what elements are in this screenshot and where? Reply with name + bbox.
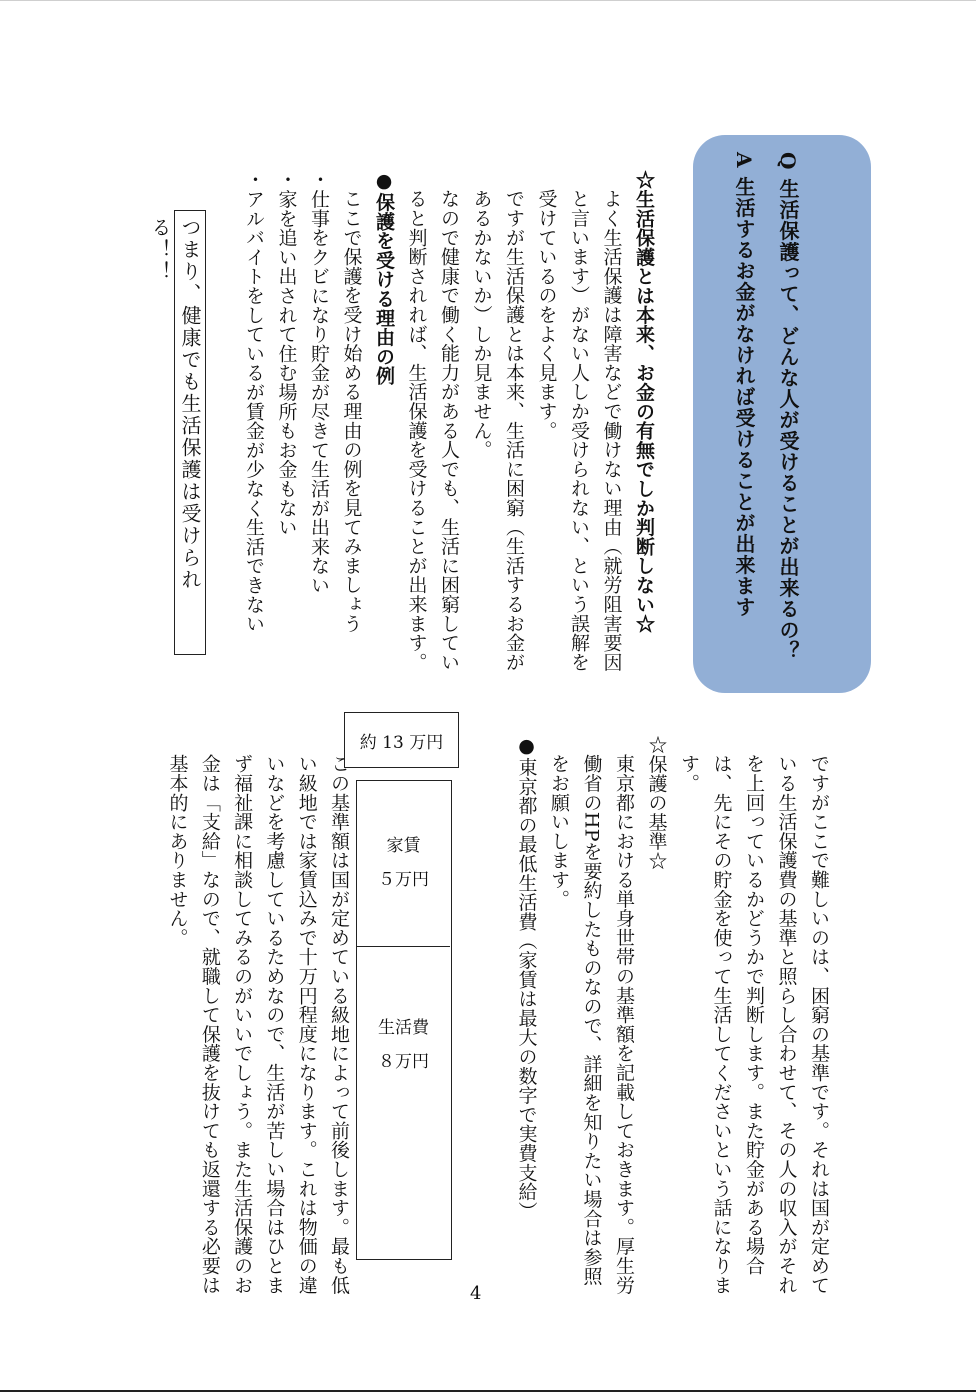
- section-heading-principle: ☆生活保護とは本来、お金の有無でしか判断しない☆: [633, 170, 655, 634]
- reason-item: ・仕事をクビになり貯金が尽きて生活が出来ない: [308, 170, 330, 595]
- paragraph-misconception: よく生活保護は障害などで働けない理由（就労阻害要因と言います）がない人しか受けられない、という誤解を受けているのをよく見ます。: [535, 189, 623, 672]
- subheading-tokyo-minimum: ●東京都の最低生活費（家賃は最大の数字で実費支給）: [515, 735, 538, 1221]
- table-rent-value: ５万円: [378, 870, 429, 890]
- table-divider: [357, 946, 450, 947]
- section-heading-reasons: ●保護を受ける理由の例: [373, 170, 395, 386]
- paragraph-eligibility: なので健康で働く能力がある人でも、生活に困窮していると判断されれば、生活保護を受けることが出来ます。: [405, 189, 460, 672]
- table-living-value: ８万円: [378, 1052, 429, 1072]
- qa-text: [722, 152, 810, 682]
- paragraph-grade-note: この基準額は国が定めている級地によって前後します。最も低い級地では家賃込みで十万円程度になります。これは物価の違いなどを考慮しているためなので、生活が苦しい場合はひとまず福祉課に相談してみるのがいいでしょう。また生活保護のお金は「支給」なので、就職して保護を抜けても返還する必要は基本的にありません。: [166, 754, 350, 1295]
- reason-item: ・家を追い出されて住む場所もお金もない: [275, 170, 298, 537]
- upper-body-text: [205, 170, 660, 690]
- paragraph-reasons-intro: ここで保護を受け始める理由の例を見てみましょう: [340, 189, 363, 633]
- page-top-border: [0, 0, 976, 1]
- page-bottom-border: [0, 1390, 976, 1392]
- reason-item: ・アルバイトをしているが賃金が少なく生活できない: [243, 170, 265, 634]
- lower-left-text: [140, 735, 355, 1295]
- conclusion-box: つまり、健康でも生活保護は受けられる！！: [174, 210, 206, 655]
- table-rent-label: 家賃: [386, 836, 421, 856]
- paragraph-criteria: ですがここで難しいのは、困窮の基準です。それは国が定めている生活保護費の基準と照らし合わせて、その人の収入がそれを上回っているかどうかで判断します。また貯金がある場合は、先にその貯金を使って生活してくださいという話になります。: [678, 754, 830, 1295]
- paragraph-tokyo-standard: 東京都における単身世帯の基準額を記載しておきます。厚生労働省のHPを要約したものなので、詳細を知りたい場合は参照をお願いします。: [548, 754, 635, 1295]
- cost-table: [356, 780, 452, 1260]
- page-number: 4: [470, 1283, 482, 1304]
- table-total-cell: 約 13 万円: [344, 712, 459, 768]
- lower-right-text: [485, 735, 835, 1295]
- section-heading-standard: ☆保護の基準☆: [645, 735, 668, 871]
- qa-answer: A 生活するお金がなければ受けることが出来ます: [732, 152, 756, 618]
- table-living-label: 生活費: [378, 1018, 429, 1038]
- paragraph-principle: ですが生活保護とは本来、生活に困窮（生活するお金があるかないか）しか見ません。: [470, 189, 525, 672]
- qa-question: Q 生活保護って、どんな人が受けることが出来るの？: [776, 152, 800, 662]
